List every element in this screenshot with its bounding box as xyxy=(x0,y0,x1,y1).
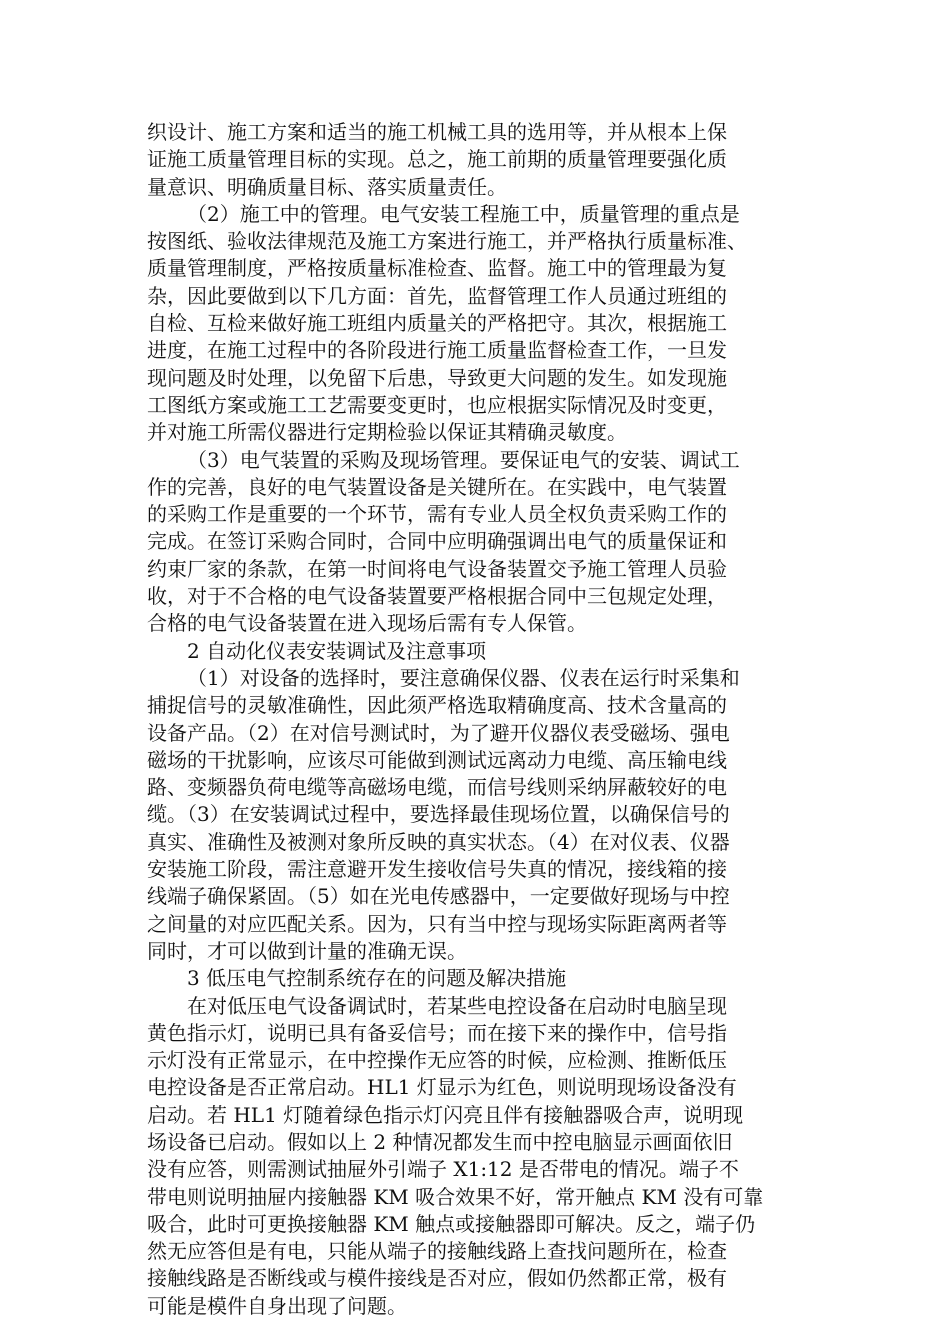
text-line: 作的完善，良好的电气装置设备是关键所在。在实践中，电气装置 xyxy=(147,474,727,499)
text-line: 杂，因此要做到以下几方面：首先，监督管理工作人员通过班组的 xyxy=(147,283,727,308)
paragraph-construction-prep-conclusion xyxy=(147,119,803,201)
paragraph-low-voltage-troubleshooting xyxy=(147,993,803,1321)
text-line: （3）电气装置的采购及现场管理。要保证电气的安装、调试工 xyxy=(187,447,740,472)
text-line: 同时，才可以做到计量的准确无误。 xyxy=(147,938,467,963)
text-line: 并对施工所需仪器进行定期检验以保证其精确灵敏度。 xyxy=(147,420,627,445)
section-heading-3 xyxy=(147,965,803,992)
text-line: 场设备已启动。假如以上 2 种情况都发生而中控电脑显示画面依旧 xyxy=(147,1129,733,1154)
text-line: 在对低压电气设备调试时，若某些电控设备在启动时电脑呈现 xyxy=(187,993,727,1018)
text-line: 可能是模件自身出现了问题。 xyxy=(147,1293,407,1318)
text-line: 真实、准确性及被测对象所反映的真实状态。（4）在对仪表、仪器 xyxy=(147,829,730,854)
text-line: 磁场的干扰影响，应该尽可能做到测试远离动力电缆、高压输电线 xyxy=(147,747,727,772)
text-line: 的采购工作是重要的一个环节，需有专业人员全权负责采购工作的 xyxy=(147,502,727,527)
text-line: 然无应答但是有电，只能从端子的接触线路上查找问题所在，检查 xyxy=(147,1239,727,1264)
text-line: 安装施工阶段，需注意避开发生接收信号失真的情况，接线箱的接 xyxy=(147,857,727,882)
text-line: 示灯没有正常显示，在中控操作无应答的时候，应检测、推断低压 xyxy=(147,1048,727,1073)
text-line: 黄色指示灯，说明已具有备妥信号；而在接下来的操作中，信号指 xyxy=(147,1020,727,1045)
text-line: 电控设备是否正常启动。HL1 灯显示为红色，则说明现场设备没有 xyxy=(147,1075,737,1100)
text-line: （1）对设备的选择时，要注意确保仪器、仪表在运行时采集和 xyxy=(187,665,740,690)
text-line: 证施工质量管理目标的实现。总之，施工前期的质量管理要强化质 xyxy=(147,147,727,172)
text-line: 收，对于不合格的电气设备装置要严格根据合同中三包规定处理， xyxy=(147,584,727,609)
text-line: 自检、互检来做好施工班组内质量关的严格把守。其次，根据施工 xyxy=(147,311,727,336)
paragraph-construction-management xyxy=(147,201,803,447)
text-line: 接触线路是否断线或与模件接线是否对应，假如仍然都正常，极有 xyxy=(147,1266,727,1291)
text-line: 现问题及时处理，以免留下后患，导致更大问题的发生。如发现施 xyxy=(147,365,727,390)
text-line: 完成。在签订采购合同时，合同中应明确强调出电气的质量保证和 xyxy=(147,529,727,554)
text-line: 缆。（3）在安装调试过程中，要选择最佳现场位置，以确保信号的 xyxy=(147,802,730,827)
text-line: 路、变频器负荷电缆等高磁场电缆，而信号线则采纳屏蔽较好的电 xyxy=(147,775,727,800)
paragraph-procurement-management xyxy=(147,447,803,638)
text-line: 捕捉信号的灵敏准确性，因此须严格选取精确度高、技术含量高的 xyxy=(147,693,727,718)
heading-text: 3 低压电气控制系统存在的问题及解决措施 xyxy=(187,966,567,991)
text-line: 按图纸、验收法律规范及施工方案进行施工，并严格执行质量标准、 xyxy=(147,229,747,254)
text-line: 质量管理制度，严格按质量标准检查、监督。施工中的管理最为复 xyxy=(147,256,727,281)
text-line: 带电则说明抽屉内接触器 KM 吸合效果不好，常开触点 KM 没有可靠 xyxy=(147,1184,764,1209)
text-line: （2）施工中的管理。电气安装工程施工中，质量管理的重点是 xyxy=(187,201,740,226)
text-line: 启动。若 HL1 灯随着绿色指示灯闪亮且伴有接触器吸合声，说明现 xyxy=(147,1102,744,1127)
document-body xyxy=(147,119,803,1320)
text-line: 量意识、明确质量目标、落实质量责任。 xyxy=(147,174,507,199)
text-line: 线端子确保紧固。（5）如在光电传感器中，一定要做好现场与中控 xyxy=(147,884,730,909)
paragraph-instrument-installation xyxy=(147,665,803,965)
text-line: 之间量的对应匹配关系。因为，只有当中控与现场实际距离两者等 xyxy=(147,911,727,936)
text-line: 织设计、施工方案和适当的施工机械工具的选用等，并从根本上保 xyxy=(147,120,727,144)
text-line: 没有应答，则需测试抽屉外引端子 X1:12 是否带电的情况。端子不 xyxy=(147,1157,739,1182)
section-heading-2 xyxy=(147,638,803,665)
text-line: 吸合，此时可更换接触器 KM 触点或接触器即可解决。反之，端子仍 xyxy=(147,1211,756,1236)
text-line: 合格的电气设备装置在进入现场后需有专人保管。 xyxy=(147,611,587,636)
text-line: 进度，在施工过程中的各阶段进行施工质量监督检查工作，一旦发 xyxy=(147,338,727,363)
text-line: 工图纸方案或施工工艺需要变更时，也应根据实际情况及时变更， xyxy=(147,392,727,417)
heading-text: 2 自动化仪表安装调试及注意事项 xyxy=(187,638,487,663)
text-line: 设备产品。（2）在对信号测试时，为了避开仪器仪表受磁场、强电 xyxy=(147,720,730,745)
text-line: 约束厂家的条款，在第一时间将电气设备装置交予施工管理人员验 xyxy=(147,556,727,581)
